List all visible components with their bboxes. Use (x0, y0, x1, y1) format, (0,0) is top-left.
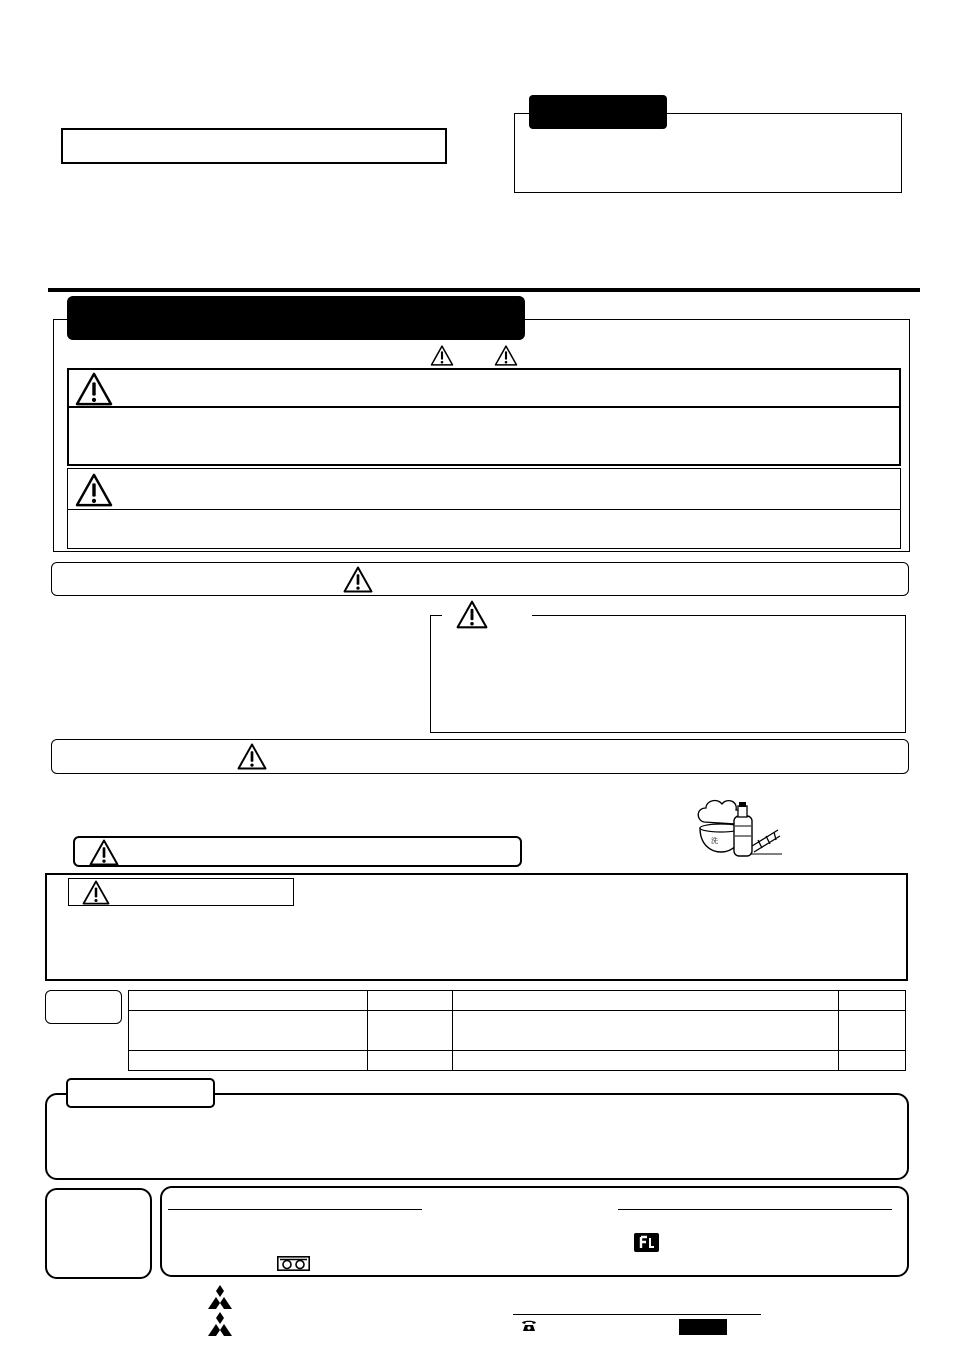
contact-label-box (45, 1188, 152, 1279)
warning-triangle-icon (343, 566, 373, 593)
spec-table (128, 990, 906, 1071)
caution-header-box (67, 468, 901, 510)
footer-black-label (679, 1319, 727, 1335)
section-divider-line (48, 288, 920, 292)
caution-body-box (67, 509, 901, 549)
warning-triangle-icon (75, 372, 113, 406)
table-cell (453, 991, 839, 1011)
svg-text:洗: 洗 (711, 837, 718, 845)
warning-triangle-icon (456, 600, 488, 629)
contact-underline-left (168, 1209, 422, 1210)
usage-heading-bar (51, 739, 909, 774)
cleaning-supplies-illustration (692, 796, 784, 862)
contact-underline-right (618, 1209, 892, 1210)
phone-icon (521, 1319, 537, 1332)
title-field-box (61, 128, 447, 164)
fax-icon (634, 1233, 659, 1252)
table-row (129, 1050, 906, 1070)
warning-triangle-icon (494, 345, 518, 366)
contact-info-box (160, 1186, 909, 1277)
warning-body-box (67, 406, 901, 466)
table-cell (368, 991, 453, 1011)
warning-triangle-icon (75, 473, 113, 507)
table-cell (839, 1011, 906, 1050)
caution-note-box (430, 615, 906, 733)
warning-triangle-icon (430, 345, 454, 366)
warning-header-box (67, 368, 901, 408)
table-cell (129, 1050, 368, 1070)
footer-underline (513, 1314, 761, 1315)
spec-label-box (45, 990, 122, 1024)
table-cell (129, 991, 368, 1011)
table-cell (839, 1050, 906, 1070)
safety-precautions-header (67, 296, 525, 340)
after-service-label (66, 1078, 215, 1108)
table-cell (453, 1050, 839, 1070)
installation-heading-bar (51, 562, 909, 596)
warning-triangle-icon (237, 743, 267, 770)
table-cell (368, 1050, 453, 1070)
three-diamond-logo-icon (205, 1285, 235, 1309)
free-dial-icon (277, 1256, 310, 1271)
note-box-label-tab (529, 95, 667, 129)
table-cell (839, 991, 906, 1011)
three-diamond-logo-icon (205, 1312, 235, 1336)
table-cell (453, 1011, 839, 1050)
warning-triangle-icon (82, 880, 110, 905)
table-row (129, 991, 906, 1011)
warning-triangle-icon (89, 839, 119, 866)
caution-subheading-box (73, 836, 522, 867)
table-cell (129, 1011, 368, 1050)
table-cell (368, 1011, 453, 1050)
table-row (129, 1011, 906, 1050)
